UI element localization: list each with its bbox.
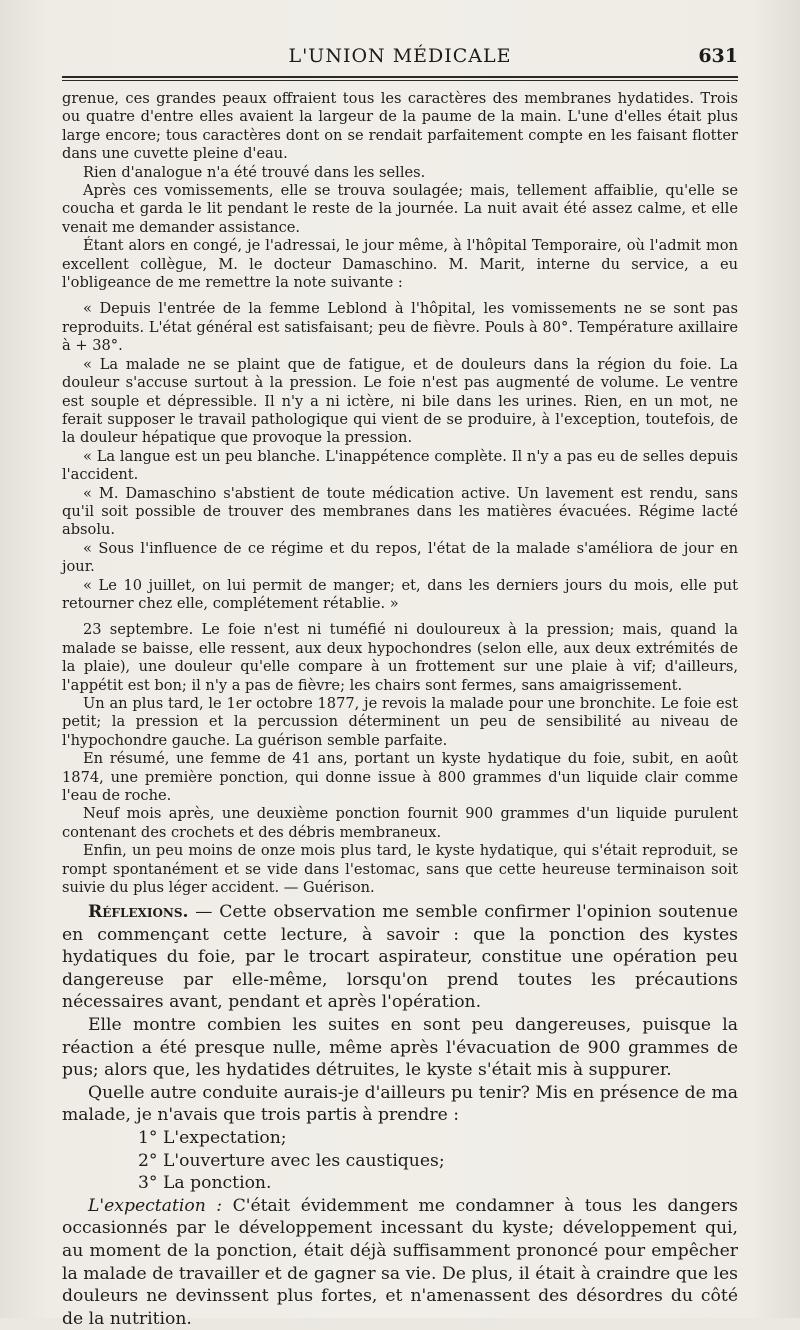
paragraph: 23 septembre. Le foie n'est ni tuméfié ni douloureux à la pression; mais, quand la malade se baisse, elle ressent, aux deux hypochondres (selon elle, aux deux extrémités de la plaie), une douleur qu'elle compare à un frottement sur une plaie à vif; d'ailleurs, l'appétit est bon; il n'y a pas de fièvre; les chairs sont fermes, sans amaigrissement. <box>62 621 738 694</box>
reflexions-text <box>62 901 738 1330</box>
paragraph: Étant alors en congé, je l'adressai, le jour même, à l'hôpital Temporaire, où l'admit mon excellent collègue, M. le docteur Damaschino. M. Marit, interne du service, a eu l'obligeance de me remettre la note suivante : <box>62 237 738 292</box>
paragraph: « La langue est un peu blanche. L'inappétence complète. Il n'y a pas eu de selles depuis l'accident. <box>62 447 738 484</box>
reflexions-body: — Cette observation me semble confirmer l'opinion soutenue en commençant cette lecture, à savoir : que la ponction des kystes hydatiques du foie, par le trocart aspirateur, constitue une opération peu dangereuse par elle-même, lorsqu'on prend toutes les précautions nécessaires avant, pendant et après l'opération. <box>62 902 738 1013</box>
paragraph: « La malade ne se plaint que de fatigue, et de douleurs dans la région du foie. La douleur s'accuse surtout à la pression. Le foie n'est pas augmenté de volume. Le ventre est souple et dépressible. Il n'y a ni ictère, ni bile dans les urines. Rien, en un mot, ne ferait supposer le travail pathologique qui vient de se produire, à l'exception, toutefois, de la douleur hépatique que provoque la pression. <box>62 355 738 447</box>
paragraph: Rien d'analogue n'a été trouvé dans les selles. <box>83 163 426 181</box>
paragraph: « Le 10 juillet, on lui permit de manger; et, dans les derniers jours du mois, elle put retourner chez elle, complétement rétablie. » <box>62 576 738 612</box>
running-title: L'UNION MÉDICALE <box>288 45 512 67</box>
paragraph: « Sous l'influence de ce régime et du repos, l'état de la malade s'améliora de jour en jour. <box>62 539 738 576</box>
expectation-lead: L'expectation : <box>88 1195 223 1216</box>
paragraph: « M. Damaschino s'abstient de toute médication active. Un lavement est rendu, sans qu'il soit possible de trouver des membranes dans les matières évacuées. Régime lacté absolu. <box>62 484 738 539</box>
paragraph: « Depuis l'entrée de la femme Leblond à l'hôpital, les vomissements ne se sont pas reproduits. L'état général est satisfaisant; peu de fièvre. Pouls à 80°. Température axillaire à + 38°. <box>62 300 738 355</box>
paragraph: Elle montre combien les suites en sont peu dangereuses, puisque la réaction a été presque nulle, même après l'évacuation de 900 grammes de pus; alors que, les hydatides détruites, le kyste s'était mis à suppurer. <box>62 1014 738 1081</box>
expectation-body: C'était évidemment me condamner à tous les dangers occasionnés par le développement incessant du kyste; développement qui, au moment de la ponction, était déjà suffisamment prononcé pour empêcher la malade de travailler et de gagner sa vie. De plus, il était à craindre que les douleurs ne devinssent plus fortes, et n'amenassent des désordres du côté de la nutrition. <box>62 1195 738 1329</box>
expectation-paragraph <box>62 1195 738 1330</box>
reflexions-paragraph <box>62 901 738 1014</box>
option-item: 3° La ponction. <box>138 1173 272 1194</box>
paragraph: Enfin, un peu moins de onze mois plus tard, le kyste hydatique, qui s'était reproduit, se rompt spontanément et se vide dans l'estomac, sans que cette heureuse terminaison soit suivie du plus léger accident. — Guérison. <box>62 842 738 897</box>
observation-text <box>62 90 738 897</box>
reflexions-lead: Réflexions. <box>88 902 189 922</box>
paragraph: En résumé, une femme de 41 ans, portant un kyste hydatique du foie, subit, en août 1874, une première ponction, qui donne issue à 800 grammes d'un liquide clair comme l'eau de roche. <box>62 750 738 805</box>
page-number: 631 <box>698 45 738 67</box>
option-item: 1° L'expectation; <box>138 1127 287 1148</box>
paragraph: Neuf mois après, une deuxième ponction fournit 900 grammes d'un liquide purulent contenant des crochets et des débris membraneux. <box>62 805 738 841</box>
paragraph: Après ces vomissements, elle se trouva soulagée; mais, tellement affaiblie, qu'elle se coucha et garda le lit pendant le reste de la journée. La nuit avait été assez calme, et elle venait me demander assistance. <box>62 182 738 236</box>
header-rule <box>62 76 738 81</box>
page-header <box>62 45 738 75</box>
paragraph: Quelle autre conduite aurais-je d'ailleurs pu tenir? Mis en présence de ma malade, je n'avais que trois partis à prendre : <box>62 1082 738 1126</box>
option-item: 2° L'ouverture avec les caustiques; <box>138 1150 445 1171</box>
paragraph: Un an plus tard, le 1er octobre 1877, je revois la malade pour une bronchite. Le foie est petit; la pression et la percussion déterminent un peu de sensibilité au niveau de l'hypochondre gauche. La guérison semble parfaite. <box>62 695 738 749</box>
paragraph: grenue, ces grandes peaux offraient tous les caractères des membranes hydatides. Trois ou quatre d'entre elles avaient la largeur de la paume de la main. L'une d'elles était plus large encore; tous caractères dont on se rendait parfaitement compte en les faisant flotter dans une cuvette pleine d'eau. <box>62 90 738 163</box>
